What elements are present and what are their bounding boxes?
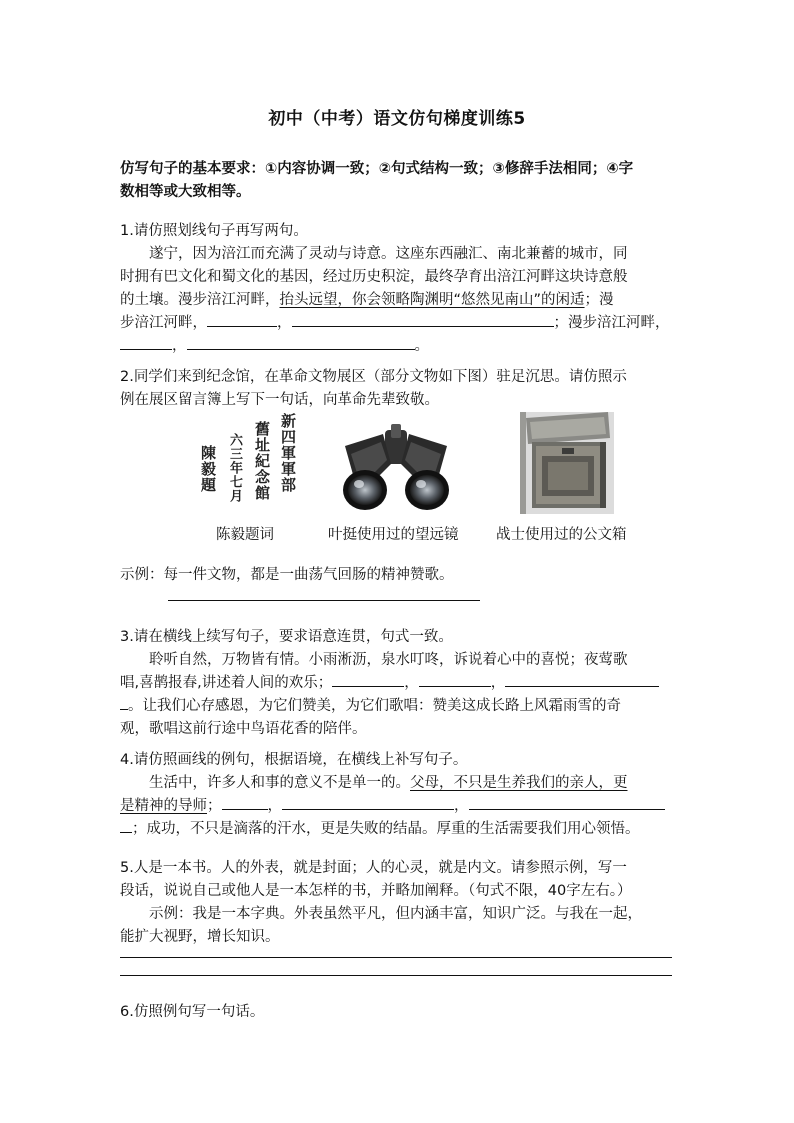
q2-prompt-line-2: 例在展区留言簿上写下一句话，向革命先辈致敬。 xyxy=(120,392,439,408)
calligraphy-col-1: 新四軍軍部 xyxy=(279,413,297,493)
q5-example-line-1: 示例：我是一本字典。外表虽然平凡，但内涵丰富，知识广泛。与我在一起， xyxy=(149,906,642,922)
q4-prompt: 4.请仿照画线的例句，根据语境，在横线上补写句子。 xyxy=(120,752,468,768)
q5-text-line-1: 5.人是一本书。人的外表，就是封面；人的心灵，就是内文。请参照示例，写一 xyxy=(120,860,627,876)
binoculars-image xyxy=(333,420,459,516)
q3-line2-sep-2: ， xyxy=(490,675,506,691)
q4-text-line-2 xyxy=(120,795,680,818)
q4-underlined-example-1: 父母，不只是生养我们的亲人，更 xyxy=(410,775,628,791)
q4-text-line-1 xyxy=(120,772,680,795)
briefcase-icon xyxy=(520,412,614,514)
q4-answer-blank-2[interactable] xyxy=(282,795,454,810)
q5-answer-line-2[interactable] xyxy=(120,975,672,976)
q1-answer-blank-2[interactable] xyxy=(292,312,554,327)
calligraphy-image xyxy=(196,413,308,515)
calligraphy-col-2: 舊址紀念館 xyxy=(253,421,271,501)
q4-answer-blank-1[interactable] xyxy=(222,795,268,810)
q1-line3-end: ；漫 xyxy=(584,292,614,308)
q1-text-line-1: 遂宁，因为涪江而充满了灵动与诗意。这座东西融汇、南北兼蓄的城市，同 xyxy=(149,246,628,262)
q1-text-line-3 xyxy=(120,289,680,312)
q3-line3-text: 。让我们心存感恩，为它们赞美，为它们歌唱：赞美这成长路上风霜雨雪的奇 xyxy=(128,698,621,714)
q1-prompt: 1.请仿照划线句子再写两句。 xyxy=(120,223,308,239)
q5-text-line-2: 段话，说说自己或他人是一本怎样的书，并略加阐释。（句式不限，40字左右。） xyxy=(120,883,632,899)
q3-answer-blank-3[interactable] xyxy=(505,672,659,687)
q4-answer-blank-3[interactable] xyxy=(469,795,665,810)
q3-text-line-3 xyxy=(120,695,680,718)
q1-text-line-4 xyxy=(120,312,680,335)
q3-answer-blank-2[interactable] xyxy=(419,672,491,687)
q1-underlined-example: 抬头远望，你会领略陶渊明“悠然见南山”的闲适 xyxy=(279,292,585,308)
q3-prompt: 3.请在横线上续写句子，要求语意连贯，句式一致。 xyxy=(120,629,453,645)
q4-line2-sep-2: ， xyxy=(454,798,469,814)
page-title: 初中（中考）语文仿句梯度训练5 xyxy=(268,109,526,129)
q4-line2-semicolon: ； xyxy=(207,798,222,814)
q4-line1-start: 生活中，许多人和事的意义不是单一的。 xyxy=(149,775,410,791)
q4-answer-blank-3-cont[interactable] xyxy=(120,818,132,833)
q4-text-line-3 xyxy=(120,818,680,841)
q1-line4-sep: ， xyxy=(277,315,292,331)
q1-answer-blank-4[interactable] xyxy=(187,335,415,350)
q1-text-line-5 xyxy=(120,335,680,358)
q3-text-line-4: 观，歌唱这前行途中鸟语花香的陪伴。 xyxy=(120,721,367,737)
q3-text-line-1: 聆听自然，万物皆有情。小雨淅沥，泉水叮咚，诉说着心中的喜悦；夜莺歌 xyxy=(149,652,628,668)
calligraphy-col-3: 六三年七月 xyxy=(227,433,242,503)
q1-line5-sep: ， xyxy=(172,338,187,354)
q1-answer-blank-3[interactable] xyxy=(120,335,172,350)
q1-text-line-2: 时拥有巴文化和蜀文化的基因，经过历史积淀，最终孕育出涪江河畔这块诗意般 xyxy=(120,269,628,285)
q4-line2-sep-1: ， xyxy=(267,798,282,814)
q5-example-line-2: 能扩大视野，增长知识。 xyxy=(120,929,280,945)
caption-document-case: 战士使用过的公文箱 xyxy=(496,527,627,543)
document-case-image xyxy=(520,412,614,514)
q1-line5-end: 。 xyxy=(414,338,429,354)
q1-line4-end: ；漫步涪江河畔， xyxy=(553,315,670,331)
q1-line3-start: 的土壤。漫步涪江河畔， xyxy=(120,292,280,308)
binoculars-icon xyxy=(333,420,459,516)
q4-underlined-example-2: 是精神的导师 xyxy=(120,798,207,814)
q3-line2-start: 唱,喜鹊报春,讲述着人间的欢乐； xyxy=(120,675,333,691)
calligraphy-col-4: 陳毅題 xyxy=(199,445,217,493)
q2-prompt-line-1: 2.同学们来到纪念馆，在革命文物展区（部分文物如下图）驻足沉思。请仿照示 xyxy=(120,369,627,385)
q1-answer-blank-1[interactable] xyxy=(207,312,277,327)
q3-answer-blank-1[interactable] xyxy=(332,672,404,687)
q3-line2-sep-1: ， xyxy=(404,675,419,691)
q6-prompt: 6.仿照例句写一句话。 xyxy=(120,1004,265,1020)
q3-answer-blank-3-cont[interactable] xyxy=(120,695,128,710)
requirements-line-2: 数相等或大致相等。 xyxy=(120,184,251,200)
caption-calligraphy: 陈毅题词 xyxy=(216,527,274,543)
caption-binoculars: 叶挺使用过的望远镜 xyxy=(328,527,459,543)
q4-line3-text: ；成功，不只是滴落的汗水，更是失败的结晶。厚重的生活需要我们用心领悟。 xyxy=(132,821,640,837)
q1-line4-start: 步涪江河畔， xyxy=(120,315,207,331)
requirements-line-1: 仿写句子的基本要求：①内容协调一致；②句式结构一致；③修辞手法相同；④字 xyxy=(120,161,634,177)
q2-example: 示例：每一件文物，都是一曲荡气回肠的精神赞歌。 xyxy=(120,567,454,583)
q3-text-line-2 xyxy=(120,672,680,695)
q2-answer-line[interactable] xyxy=(168,600,480,601)
q5-answer-line-1[interactable] xyxy=(120,957,672,958)
